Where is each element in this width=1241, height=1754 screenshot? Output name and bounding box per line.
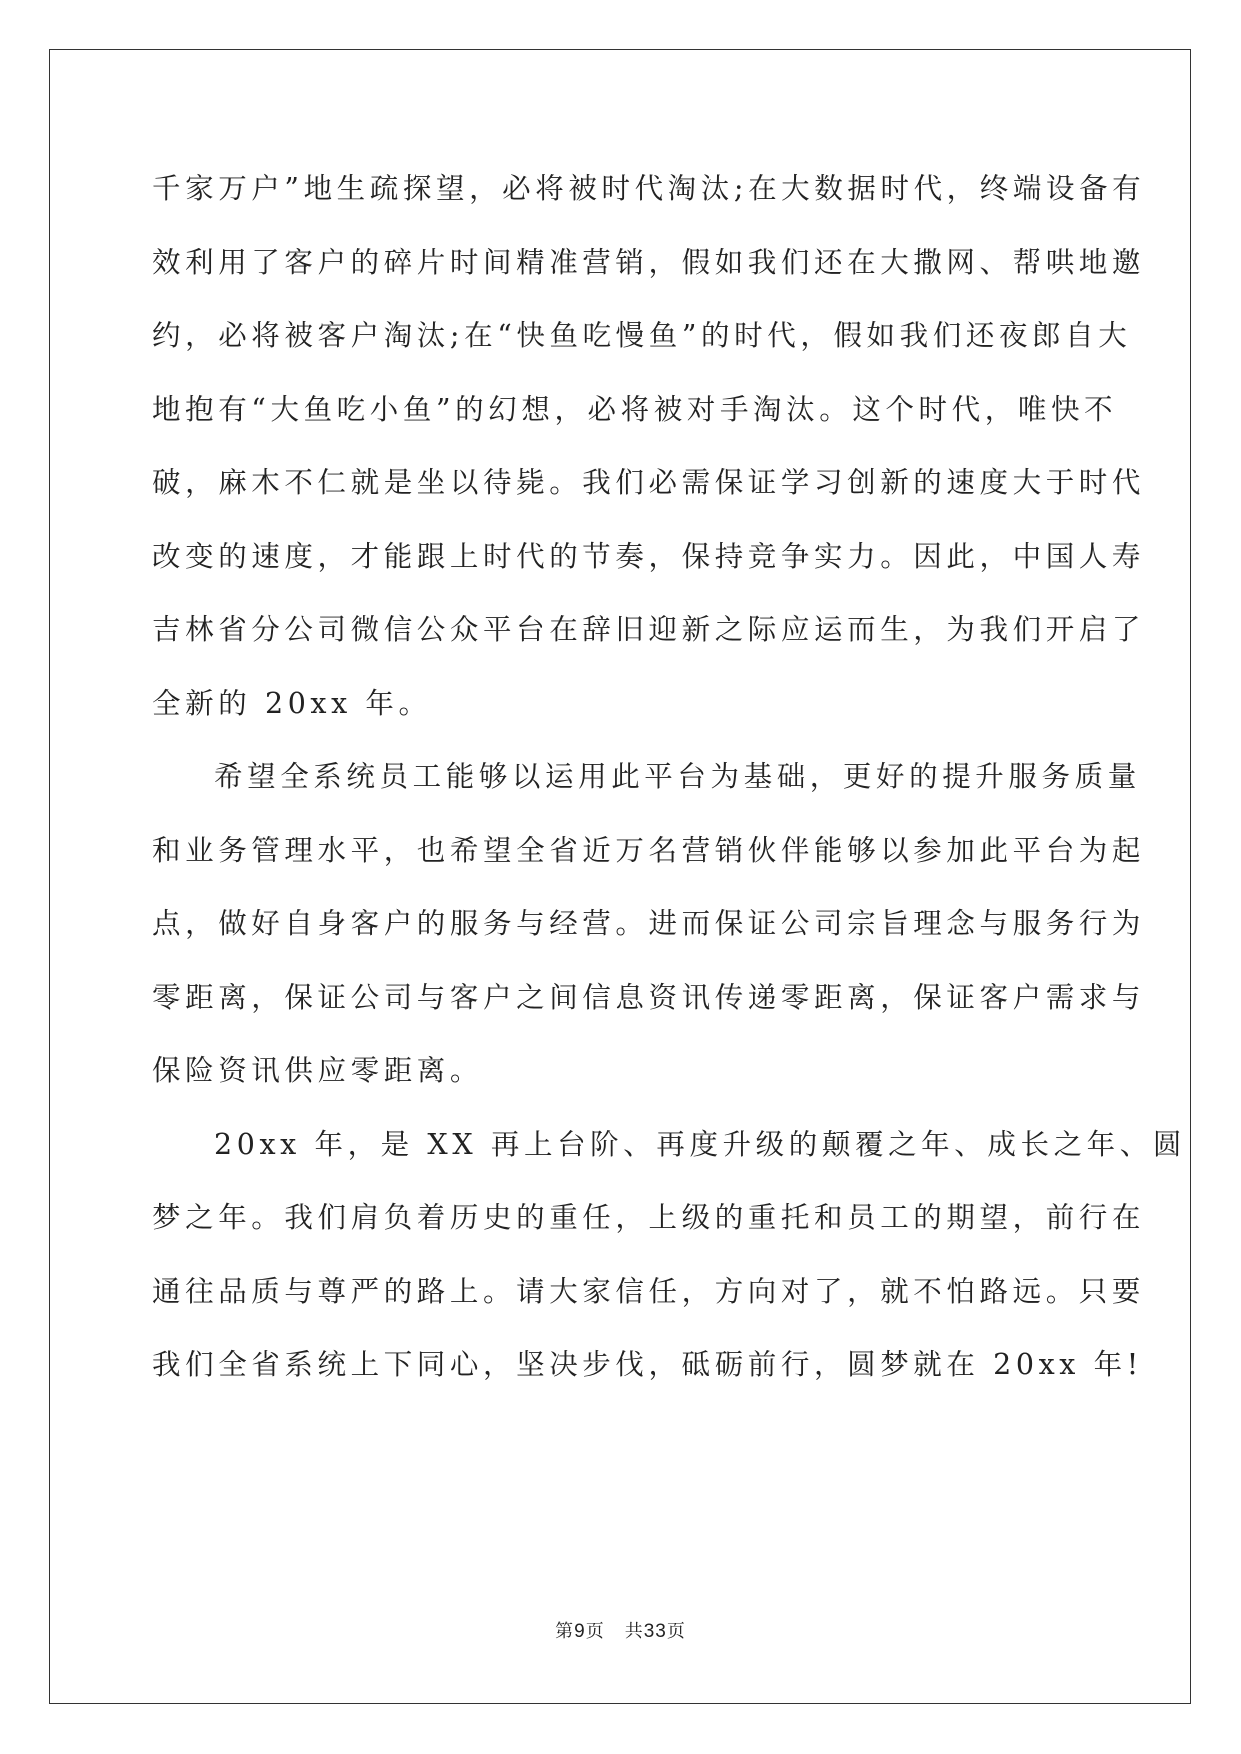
text-line: 改变的速度，才能跟上时代的节奏，保持竞争实力。因此，中国人寿 (152, 539, 1146, 573)
page-prefix: 第 (555, 1621, 575, 1642)
document-body (152, 152, 1186, 1402)
paragraph-1 (152, 152, 1146, 740)
total-suffix: 页 (666, 1621, 686, 1642)
paragraph-3 (152, 1108, 1186, 1402)
text-line: 点，做好自身客户的服务与经营。进而保证公司宗旨理念与服务行为 (152, 907, 1146, 940)
text-line: 效利用了客户的碎片时间精准营销，假如我们还在大撒网、帮哄地邀 (152, 245, 1146, 279)
text-line: 保险资讯供应零距离。 (152, 1054, 484, 1087)
paragraph-2 (152, 740, 1146, 1108)
total-pages: 33 (643, 1621, 667, 1642)
text-line: 千家万户”地生疏探望，必将被时代淘汰;在大数据时代，终端设备有 (152, 172, 1146, 205)
text-line: 破，麻木不仁就是坐以待毙。我们必需保证学习创新的速度大于时代 (152, 466, 1146, 499)
text-line: 吉林省分公司微信公众平台在辞旧迎新之际应运而生，为我们开启了 (152, 613, 1146, 646)
text-line: 我们全省系统上下同心，坚决步伐，砥砺前行，圆梦就在 20xx 年! (152, 1348, 1143, 1381)
text-line: 零距离，保证公司与客户之间信息资讯传递零距离，保证客户需求与 (152, 980, 1146, 1014)
text-line: 地抱有“大鱼吃小鱼”的幻想，必将被对手淘汰。这个时代，唯快不 (152, 392, 1118, 426)
text-line: 和业务管理水平，也希望全省近万名营销伙伴能够以参加此平台为起 (152, 833, 1146, 867)
text-line: 通往品质与尊严的路上。请大家信任，方向对了，就不怕路远。只要 (152, 1274, 1146, 1308)
text-line: 全新的 20xx 年。 (152, 686, 432, 720)
text-line: 约，必将被客户淘汰;在“快鱼吃慢鱼”的时代，假如我们还夜郎自大 (152, 319, 1132, 352)
text-line: 梦之年。我们肩负着历史的重任，上级的重托和员工的期望，前行在 (152, 1201, 1146, 1234)
page-number: 9 (574, 1621, 586, 1642)
page-footer (0, 1617, 1241, 1643)
text-line: 希望全系统员工能够以运用此平台为基础，更好的提升服务质量 (214, 760, 1141, 793)
page-suffix: 页 (585, 1621, 605, 1642)
text-line: 20xx 年，是 XX 再上台阶、再度升级的颠覆之年、成长之年、圆 (214, 1127, 1186, 1161)
total-prefix: 共 (624, 1621, 644, 1642)
